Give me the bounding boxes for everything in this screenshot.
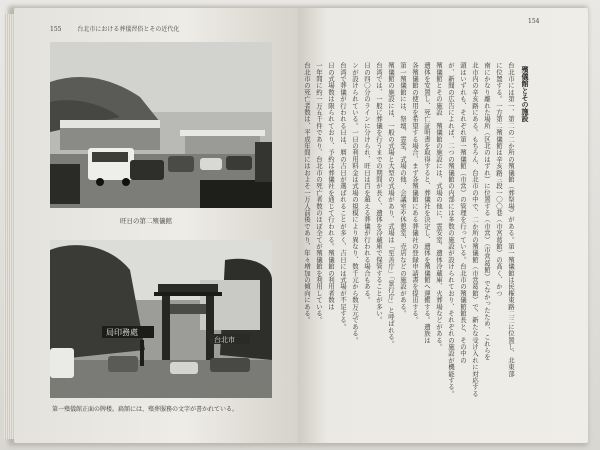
text-column: 日の四〇分のラインに分けられ、旺日は百を超える葬儀が行われる場合もある。 (363, 62, 371, 304)
text-column: 遺体を安置し、死亡証明書を取得すると、葬儀社を決定し、遺体を殯儀館へ運搬する。遺族は (423, 62, 431, 344)
text-column: 北市内の辛亥路にある。もちろん、台北市の中で、二か所の殯儀館（市営葛館）で、新たな受け入れに対応する (471, 62, 479, 397)
left-header-title: 台北市における葬儀習俗とその近代化 (77, 26, 180, 33)
right-page-number: 154 (528, 18, 540, 25)
page-edges (4, 14, 14, 439)
memorial-gate-image (50, 240, 272, 398)
figure-2-photo (50, 240, 272, 398)
text-column: 第一殯儀館には、祭壇、霊堂、式場の他、会議室や休憩室、売店などの施設がある。 (399, 62, 407, 317)
section-title: 殯儀館とその施設 (521, 66, 530, 122)
text-column: 殯儀館の施設には、一般の式場と大型の式場があり、式場は「至善庁」「景行庁」と呼ばれる。 (387, 62, 395, 347)
text-column: 南にかなり離れた場所（区北のはずれ）に位置する（市営）（市営葛館）でなかったため、これらを (483, 62, 491, 361)
sign-text-2: 台北市 (214, 336, 235, 344)
text-column: 各殯儀館の使用を希望する場合、まず各殯儀館にある葬儀社の登録申請書を提出する。 (411, 62, 419, 324)
funeral-hall-street-image (50, 42, 272, 208)
text-column: に位置する。一方第二殯儀館は辛亥路三段一〇〇巷（市宮葛館）の高く、かつ (495, 62, 503, 297)
text-column: 一年間に約一万五千件であり、台北市の死亡者数のほぼ全てが殯儀館を利用している。 (315, 62, 323, 324)
text-column: 日の式場数は限られており、予約は葬儀社を通じて行われる。殯儀館の利用者数は (327, 62, 335, 310)
text-column: 台湾で葬儀が行われる日は、暦の吉日が選ばれることが多く、吉日には式場が不足する。 (339, 62, 347, 330)
figure-2-caption: 第一殯儀館正面の牌楼。扁額には、殯葬服務の文字が書かれている。 (52, 406, 239, 413)
figure-1-photo (50, 42, 272, 208)
left-running-head (50, 24, 179, 33)
sign-text-1: 局印務處 (106, 328, 138, 337)
left-page-number: 155 (50, 26, 62, 33)
text-column: 台北市には第一、第二の二か所の殯儀館（葬祭場）がある。第一殯儀館は民権東路二三に位置し、北東部 (507, 62, 515, 377)
text-column: 殯儀館とその施設 殯儀館の施設には、式場の他に、霊安室、遺体冷蔵庫、火葬場などがある。 (435, 62, 443, 351)
text-column: ンが設けられている。一日の利用料金は式場の規模により異なり、数千元から数万元である。 (351, 62, 359, 344)
text-column: 頭はいずれも、それぞれ第一殯儀館（市営）の管理を行っている。台北市の殯儀館館長と、その中の (459, 62, 467, 364)
text-column: 台湾では、一般に葬儀を行うまでの期間が長く、遺体を冷蔵庫で保管することが多い。 (375, 62, 383, 324)
text-column: 台北市の死亡者数は、平成年間にはおよそ一万人前後であり、年々増加の傾向にある。 (303, 62, 311, 324)
figure-1-caption: 旺日の第二殯儀館 (120, 217, 172, 225)
text-column: が、新聞の広告によれば、二つの殯儀館の内部には多数の施設が設けられており、それぞれの施設が機能する。 (447, 62, 455, 397)
